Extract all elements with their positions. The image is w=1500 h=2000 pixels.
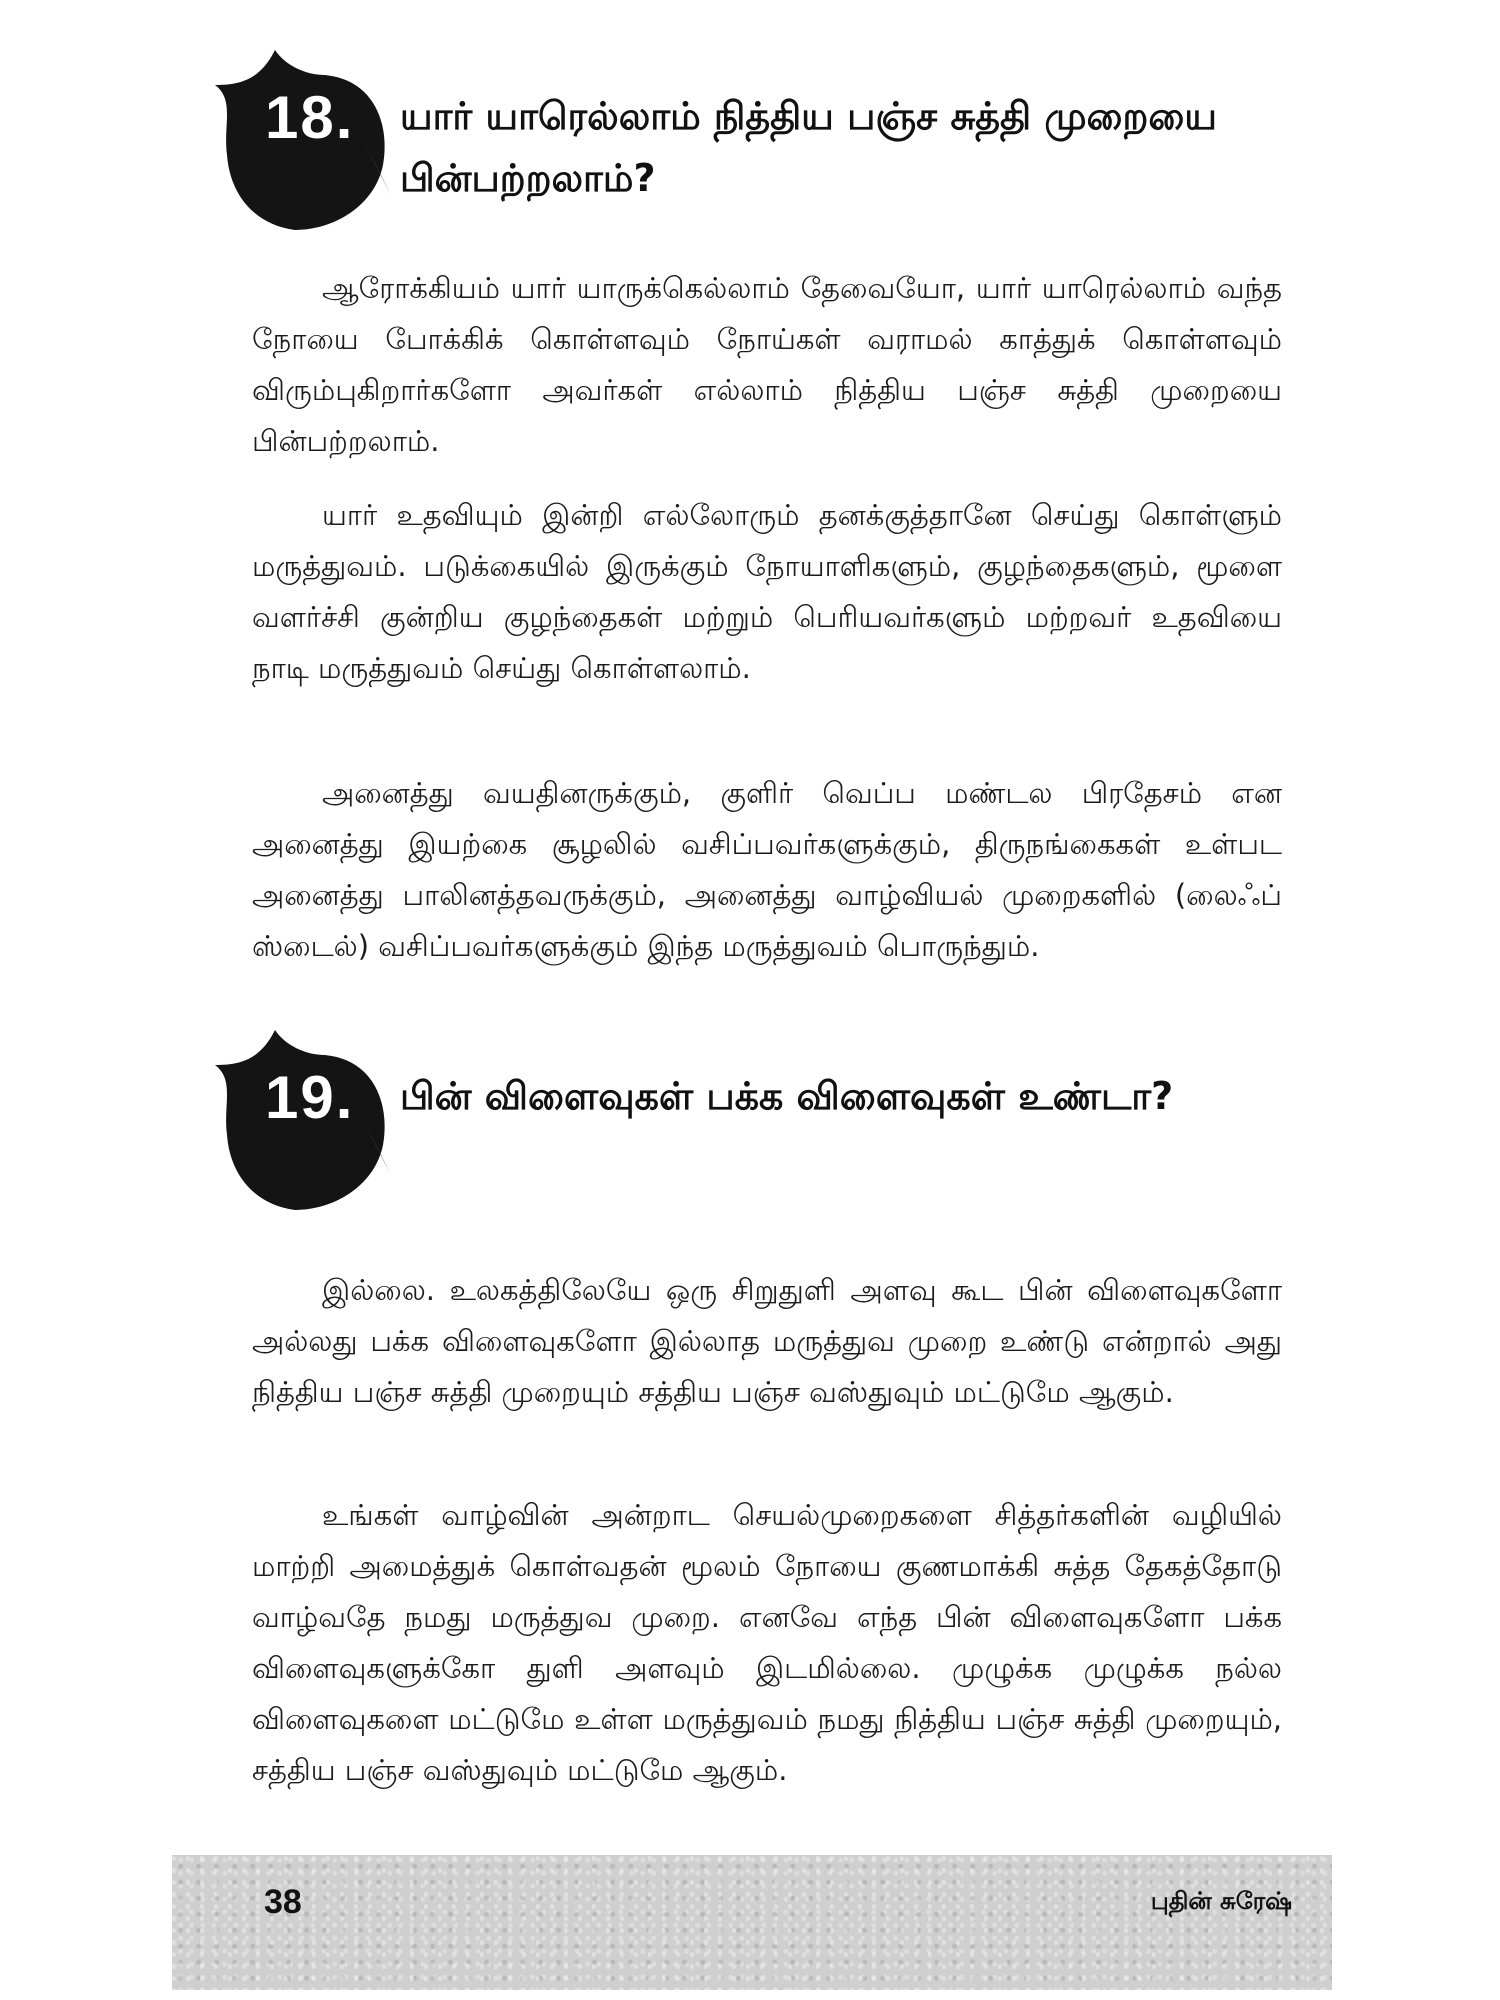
question-title: பின் விளைவுகள் பக்க விளைவுகள் உண்டா? xyxy=(400,1074,1174,1118)
paragraph: அனைத்து வயதினருக்கும், குளிர் வெப்ப மண்டல பிரதேசம் என அனைத்து இயற்கை சூழலில் வசிப்பவர்களுக்கும், திருநங்கைகள் உள்பட அனைத்து பாலினத்தவருக்கும், அனைத்து வாழ்வியல் முறைகளில் (லைஃப் ஸ்டைல்) வசிப்பவர்களுக்கும் இந்த மருத்துவம் பொருந்தும். xyxy=(252,776,1282,963)
paragraph: இல்லை. உலகத்திலேயே ஒரு சிறுதுளி அளவு கூட பின் விளைவுகளோ அல்லது பக்க விளைவுகளோ இல்லாத மருத்துவ முறை உண்டு என்றால் அது நித்திய பஞ்ச சுத்தி முறையும் சத்திய பஞ்ச வஸ்துவும் மட்டுமே ஆகும். xyxy=(252,1273,1282,1409)
question-title: யார் யாரெல்லாம் நித்திய பஞ்ச சுத்தி முறையை பின்பற்றலாம்? xyxy=(400,94,1217,200)
author-name: புதின் சுரேஷ் xyxy=(1150,1887,1292,1915)
paragraph: ஆரோக்கியம் யார் யாருக்கெல்லாம் தேவையோ, யார் யாரெல்லாம் வந்த நோயை போக்கிக் கொள்ளவும் நோய்கள் வராமல் காத்துக் கொள்ளவும் விரும்புகிறார்களோ அவர்கள் எல்லாம் நித்திய பஞ்ச சுத்தி முறையை பின்பற்றலாம். xyxy=(252,271,1282,458)
paragraph: யார் உதவியும் இன்றி எல்லோரும் தனக்குத்தானே செய்து கொள்ளும் மருத்துவம். படுக்கையில் இருக்கும் நோயாளிகளும், குழந்தைகளும், மூளை வளர்ச்சி குன்றிய குழந்தைகள் மற்றும் பெரியவர்களும் மற்றவர் உதவியை நாடி மருத்துவம் செய்து கொள்ளலாம். xyxy=(252,498,1282,685)
paragraph: உங்கள் வாழ்வின் அன்றாட செயல்முறைகளை சித்தர்களின் வழியில் மாற்றி அமைத்துக் கொள்வதன் மூலம் நோயை குணமாக்கி சுத்த தேகத்தோடு வாழ்வதே நமது மருத்துவ முறை. எனவே எந்த பின் விளைவுகளோ பக்க விளைவுகளுக்கோ துளி அளவும் இடமில்லை. முழுக்க முழுக்க நல்ல விளைவுகளை மட்டுமே உள்ள மருத்துவம் நமது நித்திய பஞ்ச சுத்தி முறையும், சத்திய பஞ்ச வஸ்துவும் மட்டுமே ஆகும். xyxy=(252,1498,1282,1787)
page-footer xyxy=(172,1855,1332,1990)
question-number: 19. xyxy=(265,1064,355,1131)
page-number: 38 xyxy=(264,1883,302,1921)
question-number: 18. xyxy=(265,84,355,151)
question-heading-18 xyxy=(215,45,1315,235)
question-heading-19 xyxy=(215,1025,1315,1215)
